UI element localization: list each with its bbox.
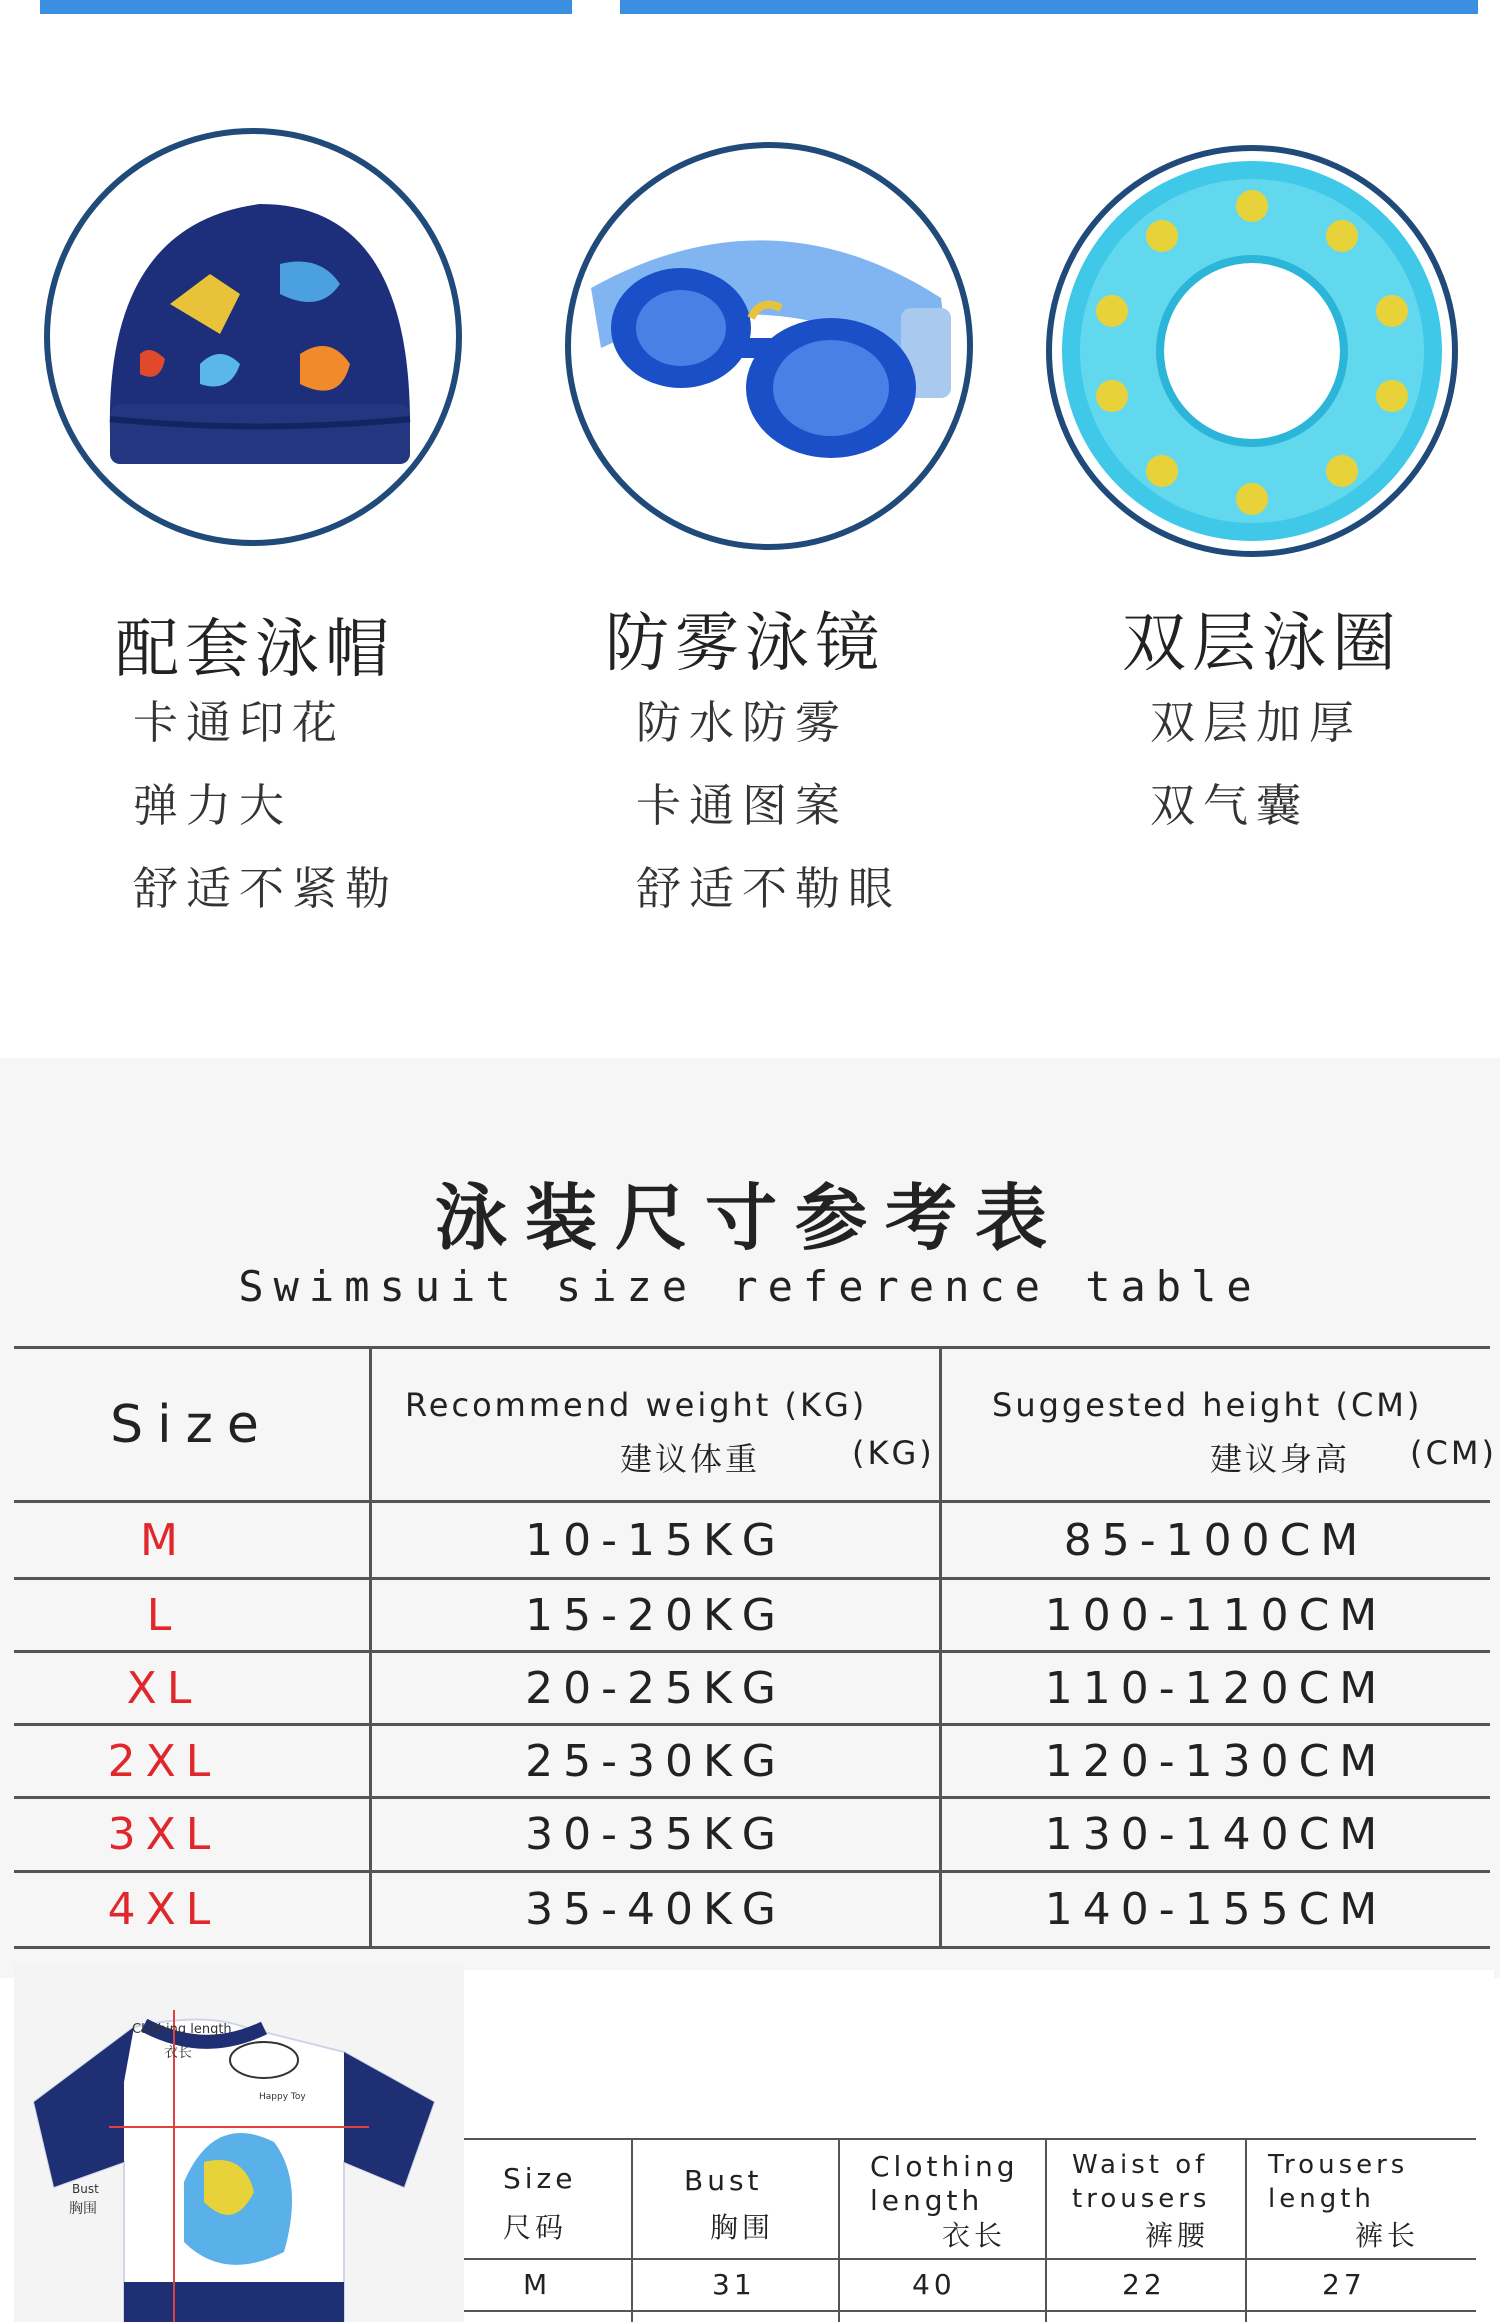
mt-header-waist-cn: 裤腰 — [1145, 2219, 1210, 2252]
header-height-cn: 建议身高 — [1210, 1440, 1351, 1478]
goggles-feature-1: 防水防雾 — [636, 696, 849, 749]
row-height: 110-120CM — [1044, 1662, 1388, 1714]
size-table-title-en: Swimsuit size reference table — [238, 1262, 1262, 1311]
measure-table-line — [464, 2258, 1476, 2260]
goggles-feature-3: 舒适不勒眼 — [636, 862, 902, 915]
row-weight: 15-20KG — [525, 1589, 786, 1641]
clothing-length-label-cn: 衣长 — [164, 2045, 192, 2061]
row-size: 2XL — [107, 1735, 221, 1787]
mt-header-clothing-cn: 衣长 — [942, 2219, 1007, 2252]
mt-header-bust-en: Bust — [684, 2164, 763, 2197]
header-size: Size — [110, 1394, 273, 1455]
mt-header-waist-en: Waist of trousers — [1072, 2150, 1211, 2214]
header-height-en: Suggested height (CM) — [992, 1386, 1423, 1424]
header-weight-unit: (KG) — [852, 1434, 935, 1472]
header-weight-en: Recommend weight (KG) — [405, 1386, 868, 1424]
bust-label-cn: 胸围 — [69, 2201, 97, 2217]
accessory-title-goggles: 防雾泳镜 — [605, 607, 885, 681]
measure-table-line — [631, 2138, 633, 2322]
mt-header-bust-cn: 胸围 — [710, 2211, 775, 2244]
row-size: 3XL — [107, 1809, 221, 1860]
row-height: 130-140CM — [1044, 1809, 1388, 1860]
happy-toy-badge: Happy Toy — [259, 2092, 306, 2102]
measure-table-line — [464, 2310, 1476, 2312]
goggles-feature-2: 卡通图案 — [636, 779, 849, 832]
measure-table-line — [1045, 2138, 1047, 2322]
cap-feature-1: 卡通印花 — [133, 696, 346, 749]
row-size: M — [140, 1514, 188, 1566]
mt-row-bust: 31 — [712, 2268, 756, 2301]
mt-row-clothing-length: 40 — [912, 2268, 956, 2301]
goggles-icon — [571, 148, 967, 544]
ring-feature-1: 双层加厚 — [1150, 696, 1363, 749]
swim-ring-photo — [1046, 145, 1458, 557]
accessory-title-cap: 配套泳帽 — [115, 613, 395, 687]
mt-header-trousers-en: Trousers length — [1268, 2150, 1409, 2214]
bust-label-en: Bust — [72, 2182, 99, 2196]
swim-ring-icon — [1052, 151, 1452, 551]
clothing-length-label-en: Clothing length — [132, 2022, 232, 2037]
row-height: 100-110CM — [1044, 1589, 1388, 1641]
cap-feature-3: 舒适不紧勒 — [133, 862, 399, 915]
measure-table-line — [838, 2138, 840, 2322]
mt-row-size: M — [523, 2268, 552, 2301]
row-height: 140-155CM — [1044, 1884, 1388, 1935]
mt-row-trousers-length: 27 — [1322, 2268, 1366, 2301]
row-weight: 35-40KG — [525, 1884, 786, 1935]
size-table-title-cn: 泳装尺寸参考表 — [434, 1176, 1065, 1260]
row-size: 4XL — [107, 1884, 221, 1935]
measure-table-line — [464, 2138, 1476, 2140]
row-weight: 10-15KG — [525, 1514, 786, 1566]
mt-header-trousers-cn: 裤长 — [1355, 2219, 1420, 2252]
mt-row-waist: 22 — [1122, 2268, 1166, 2301]
accessory-title-ring: 双层泳圈 — [1122, 607, 1402, 681]
goggles-photo — [565, 142, 973, 550]
mt-header-clothing-en: Clothing length — [870, 2150, 1019, 2217]
row-height: 85-100CM — [1063, 1514, 1369, 1566]
table-line — [14, 1946, 1490, 1949]
top-banner-left — [40, 0, 572, 14]
row-weight: 20-25KG — [525, 1662, 786, 1714]
swim-cap-photo — [44, 128, 462, 546]
row-height: 120-130CM — [1044, 1735, 1388, 1787]
measure-table-line — [1245, 2138, 1247, 2322]
ring-feature-2: 双气囊 — [1150, 779, 1310, 832]
row-size: XL — [126, 1662, 202, 1714]
row-size: L — [146, 1589, 182, 1641]
mt-header-size-en: Size — [503, 2162, 577, 2195]
header-weight-cn: 建议体重 — [620, 1440, 761, 1478]
cap-feature-2: 弹力大 — [133, 779, 293, 832]
header-height-unit: (CM) — [1410, 1434, 1497, 1472]
rash-guard-icon — [14, 1962, 464, 2322]
row-weight: 30-35KG — [525, 1809, 786, 1860]
garment-diagram — [14, 1962, 464, 2322]
row-weight: 25-30KG — [525, 1735, 786, 1787]
mt-header-size-cn: 尺码 — [503, 2211, 568, 2244]
swim-cap-icon — [50, 134, 456, 540]
top-banner-right — [620, 0, 1478, 14]
